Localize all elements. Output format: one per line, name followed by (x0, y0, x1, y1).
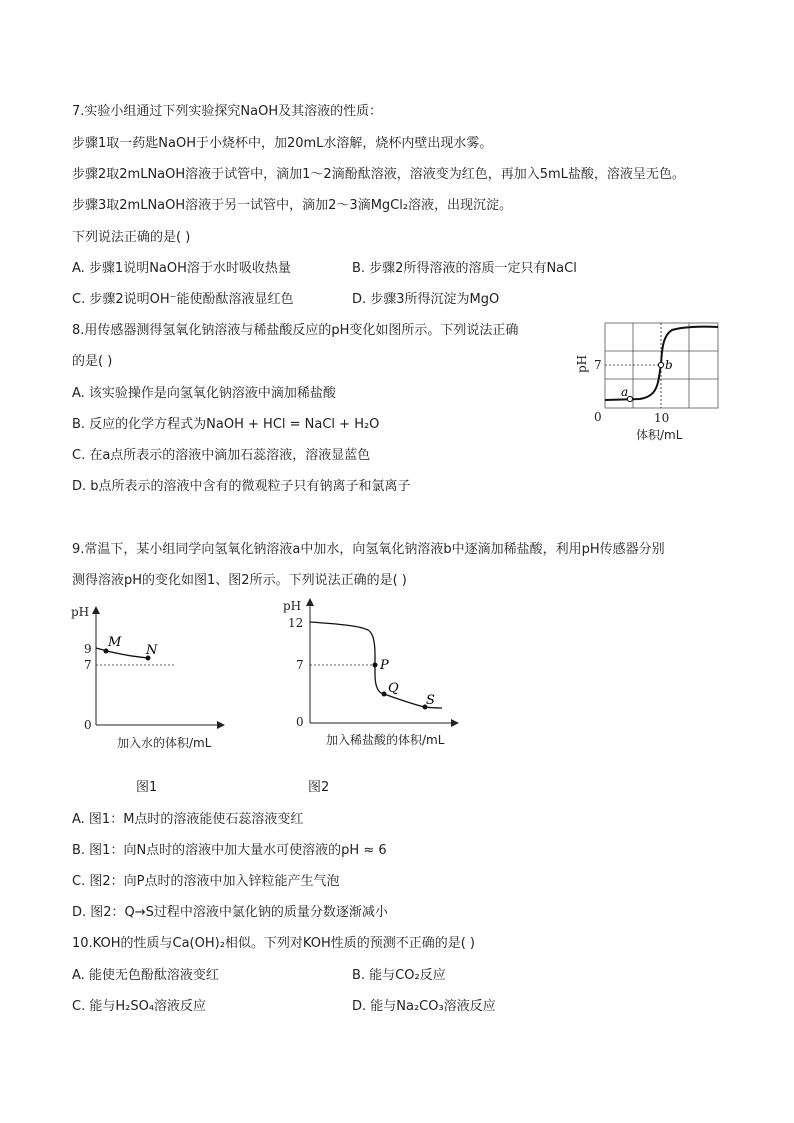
fig2-point-q-label: Q (388, 681, 399, 696)
q10-stem: 10.KOH的性质与Ca(OH)₂相似。下列对KOH性质的预测不正确的是( ) (72, 936, 476, 951)
fig2-tick-12: 12 (288, 616, 304, 630)
q7-step1: 步骤1取一药匙NaOH于小烧杯中，加20mL水溶解，烧杯内壁出现水雾。 (72, 136, 493, 151)
q7-option-b: B. 步骤2所得溶液的溶质一定只有NaCl (352, 261, 577, 276)
q8-stem-line1: 8.用传感器测得氢氧化钠溶液与稀盐酸反应的pH变化如图所示。下列说法正确 (72, 323, 519, 338)
q8-origin: 0 (594, 410, 602, 424)
q9-stem-line1: 9.常温下，某小组同学向氢氧化钠溶液a中加水，向氢氧化钠溶液b中逐滴加稀盐酸，利用pH传感器分别 (72, 542, 665, 557)
fig2-point-p-label: P (380, 658, 389, 673)
q10-option-a: A. 能使无色酚酞溶液变红 (72, 968, 219, 983)
q9-option-a: A. 图1：M点时的溶液能使石蕊溶液变红 (72, 812, 304, 827)
q7-option-d: D. 步骤3所得沉淀为MgO (352, 292, 500, 307)
q8-ph-chart (560, 315, 740, 445)
q10-option-d: D. 能与Na₂CO₃溶液反应 (352, 999, 496, 1014)
q8-x-axis-label: 体积/mL (636, 428, 683, 442)
q9-figure2 (280, 596, 480, 750)
fig1-y-axis-label: pH (71, 605, 90, 619)
fig2-point-p-marker (373, 663, 378, 668)
q8-y-axis-label: pH (575, 354, 589, 373)
q7-step3: 步骤3取2mLNaOH溶液于另一试管中，滴加2～3滴MgCl₂溶液，出现沉淀。 (72, 198, 513, 213)
q8-option-b: B. 反应的化学方程式为NaOH + HCl = NaCl + H₂O (72, 417, 380, 432)
fig2-point-s-label: S (426, 693, 435, 708)
q9-stem-line2: 测得溶液pH的变化如图1、图2所示。下列说法正确的是( ) (72, 573, 407, 588)
q7-ask: 下列说法正确的是( ) (72, 230, 191, 245)
fig1-tick-9: 9 (84, 642, 92, 656)
q8-point-b-label: b (665, 358, 673, 372)
q8-option-c: C. 在a点所表示的溶液中滴加石蕊溶液，溶液显蓝色 (72, 448, 371, 463)
q8-y-tick-7: 7 (594, 358, 602, 372)
q7-option-c: C. 步骤2说明OH⁻能使酚酞溶液显红色 (72, 292, 294, 307)
q9-option-d: D. 图2：Q→S过程中溶液中氯化钠的质量分数逐渐减小 (72, 905, 388, 920)
fig2-origin: 0 (296, 715, 304, 729)
fig1-point-m-label: M (108, 635, 122, 650)
fig1-x-axis-label: 加入水的体积/mL (117, 736, 212, 750)
q7-step2: 步骤2取2mLNaOH溶液于试管中，滴加1～2滴酚酞溶液，溶液变为红色，再加入5mL盐酸，溶液呈无色。 (72, 167, 685, 182)
q8-point-a-marker (627, 396, 632, 401)
fig2-point-q-marker (382, 692, 387, 697)
fig1-tick-7: 7 (84, 658, 92, 672)
fig1-point-n-label: N (146, 643, 158, 658)
q8-point-a-label: a (621, 385, 629, 399)
q7-option-a: A. 步骤1说明NaOH溶于水时吸收热量 (72, 261, 291, 276)
q8-option-a: A. 该实验操作是向氢氧化钠溶液中滴加稀盐酸 (72, 386, 336, 401)
q9-figure1 (66, 600, 246, 750)
q7-stem: 7.实验小组通过下列实验探究NaOH及其溶液的性质： (72, 104, 383, 119)
q10-option-c: C. 能与H₂SO₄溶液反应 (72, 999, 207, 1014)
fig2-caption: 图2 (308, 780, 330, 795)
q10-option-b: B. 能与CO₂反应 (352, 968, 446, 983)
q9-option-c: C. 图2：向P点时的溶液中加入锌粒能产生气泡 (72, 874, 340, 889)
q8-x-tick-10: 10 (654, 411, 670, 425)
fig2-x-axis-label: 加入稀盐酸的体积/mL (326, 733, 445, 747)
fig2-y-axis-label: pH (283, 599, 302, 613)
q8-option-d: D. b点所表示的溶液中含有的微观粒子只有钠离子和氯离子 (72, 479, 411, 494)
q9-option-b: B. 图1：向N点时的溶液中加大量水可使溶液的pH ≈ 6 (72, 843, 387, 858)
q8-point-b-marker (658, 362, 663, 367)
q8-stem-line2: 的是( ) (72, 354, 113, 369)
fig1-caption: 图1 (136, 780, 158, 795)
fig1-origin: 0 (84, 718, 92, 732)
fig2-tick-7: 7 (296, 658, 304, 672)
